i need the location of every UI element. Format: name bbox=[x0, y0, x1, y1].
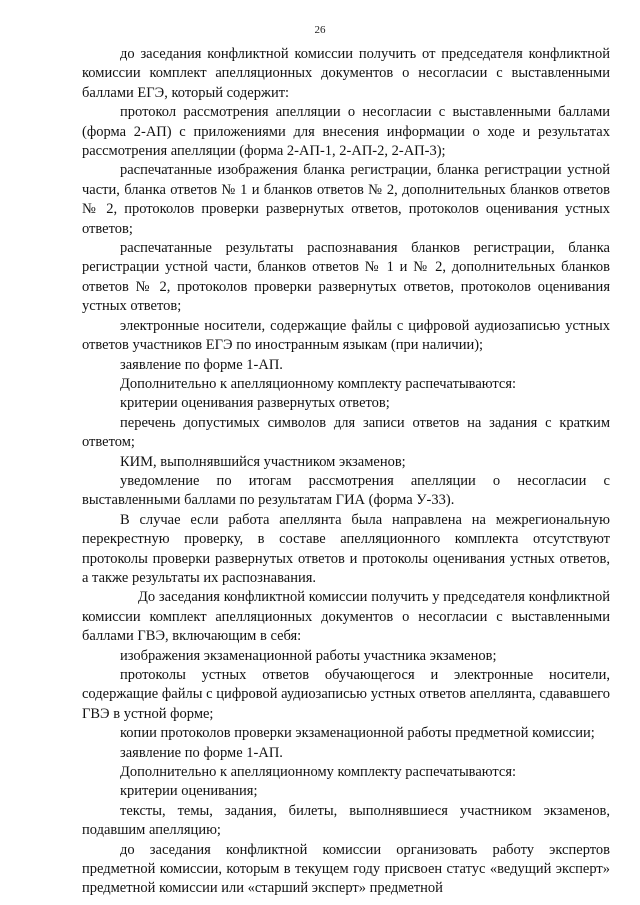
paragraph: уведомление по итогам рассмотрения апелляции о несогласии с выставленными баллами по результатам ГИА (форма У-33). bbox=[82, 472, 610, 509]
paragraph: протоколы устных ответов обучающегося и электронные носители, содержащие файлы с цифровой аудиозаписью устных ответов апеллянта, сдававшего ГВЭ в устной форме; bbox=[82, 667, 610, 722]
paragraph: изображения экзаменационной работы участника экзаменов; bbox=[120, 647, 497, 664]
paragraph: До заседания конфликтной комиссии получить у председателя конфликтной комиссии комплект апелляционных документов о несогласии с выставленными баллами ГВЭ, включающим в себя: bbox=[82, 589, 610, 645]
paragraph: электронные носители, содержащие файлы с цифровой аудиозаписью устных ответов участников ЕГЭ по иностранным языкам (при наличии); bbox=[82, 317, 610, 354]
page-number: 26 bbox=[314, 24, 326, 36]
body-text bbox=[82, 45, 610, 899]
paragraph: до заседания конфликтной комиссии получить от председателя конфликтной комиссии комплект апелляционных документов о несогласии с выставленными баллами ЕГЭ, который содержит: bbox=[82, 46, 610, 101]
paragraph: до заседания конфликтной комиссии организовать работу экспертов предметной комиссии, которым в текущем году присвоен статус «ведущий эксперт» предметной комиссии или «старший эксперт» предметной bbox=[82, 841, 610, 897]
paragraph: копии протоколов проверки экзаменационной работы предметной комиссии; bbox=[120, 725, 595, 742]
paragraph: критерии оценивания развернутых ответов; bbox=[120, 395, 390, 412]
paragraph: В случае если работа апеллянта была направлена на межрегиональную перекрестную проверку, в составе апелляционного комплекта отсутствуют протоколы проверки развернутых ответов и протоколы оценивания устных ответов, а также результаты их распознавания. bbox=[82, 511, 610, 586]
paragraph: перечень допустимых символов для записи ответов на задания с кратким ответом; bbox=[82, 414, 610, 451]
paragraph: критерии оценивания; bbox=[120, 783, 258, 800]
paragraph: заявление по форме 1-АП. bbox=[120, 744, 283, 761]
paragraph: КИМ, выполнявшийся участником экзаменов; bbox=[120, 453, 406, 470]
paragraph: заявление по форме 1-АП. bbox=[120, 356, 283, 373]
paragraph: Дополнительно к апелляционному комплекту распечатываются: bbox=[120, 375, 517, 392]
paragraph: тексты, темы, задания, билеты, выполнявшиеся участником экзаменов, подавшим апелляцию; bbox=[82, 802, 610, 839]
paragraph: распечатанные изображения бланка регистрации, бланка регистрации устной части, бланка ответов № 1 и бланков ответов № 2, дополнительных бланков ответов № 2, протоколов проверки развернутых ответов, протоколов оценивания устных ответов; bbox=[82, 162, 610, 237]
paragraph: распечатанные результаты распознавания бланков регистрации, бланка регистрации устной части, бланков ответов № 1 и № 2, дополнительных бланков ответов № 2, протоколов проверки развернутых ответов, протоколов оценивания устных ответов; bbox=[82, 240, 610, 315]
paragraph: Дополнительно к апелляционному комплекту распечатываются: bbox=[120, 764, 517, 781]
paragraph: протокол рассмотрения апелляции о несогласии с выставленными баллами (форма 2-АП) с приложениями для внесения информации о ходе и результатах рассмотрения апелляции (форма 2-АП-1, 2-АП-2, 2-АП-3); bbox=[82, 104, 610, 160]
